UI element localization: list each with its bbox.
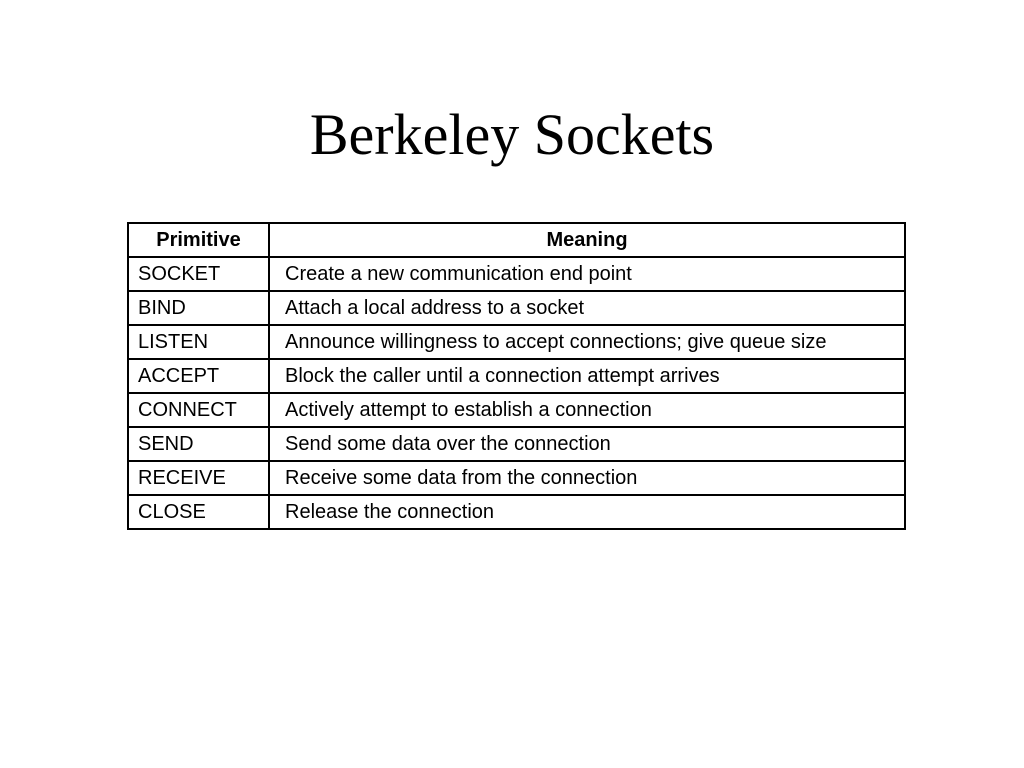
table-row <box>128 359 905 393</box>
table-row <box>128 393 905 427</box>
table-row <box>128 495 905 529</box>
table-header-row <box>128 223 905 257</box>
meaning-cell: Receive some data from the connection <box>269 461 905 495</box>
primitive-cell: CLOSE <box>128 495 269 529</box>
meaning-cell: Create a new communication end point <box>269 257 905 291</box>
slide-title: Berkeley Sockets <box>309 102 715 167</box>
column-header-primitive: Primitive <box>128 223 269 257</box>
meaning-cell: Announce willingness to accept connections; give queue size <box>269 325 905 359</box>
meaning-cell: Send some data over the connection <box>269 427 905 461</box>
primitive-cell: LISTEN <box>128 325 269 359</box>
table-row <box>128 427 905 461</box>
meaning-cell: Attach a local address to a socket <box>269 291 905 325</box>
meaning-cell: Actively attempt to establish a connection <box>269 393 905 427</box>
column-header-meaning: Meaning <box>269 223 905 257</box>
primitive-cell: ACCEPT <box>128 359 269 393</box>
table-row <box>128 291 905 325</box>
primitive-cell: SOCKET <box>128 257 269 291</box>
primitive-cell: CONNECT <box>128 393 269 427</box>
primitive-cell: RECEIVE <box>128 461 269 495</box>
primitive-cell: BIND <box>128 291 269 325</box>
table-row <box>128 257 905 291</box>
primitives-table <box>127 222 906 530</box>
table-row <box>128 325 905 359</box>
primitive-cell: SEND <box>128 427 269 461</box>
meaning-cell: Block the caller until a connection attempt arrives <box>269 359 905 393</box>
meaning-cell: Release the connection <box>269 495 905 529</box>
table-row <box>128 461 905 495</box>
